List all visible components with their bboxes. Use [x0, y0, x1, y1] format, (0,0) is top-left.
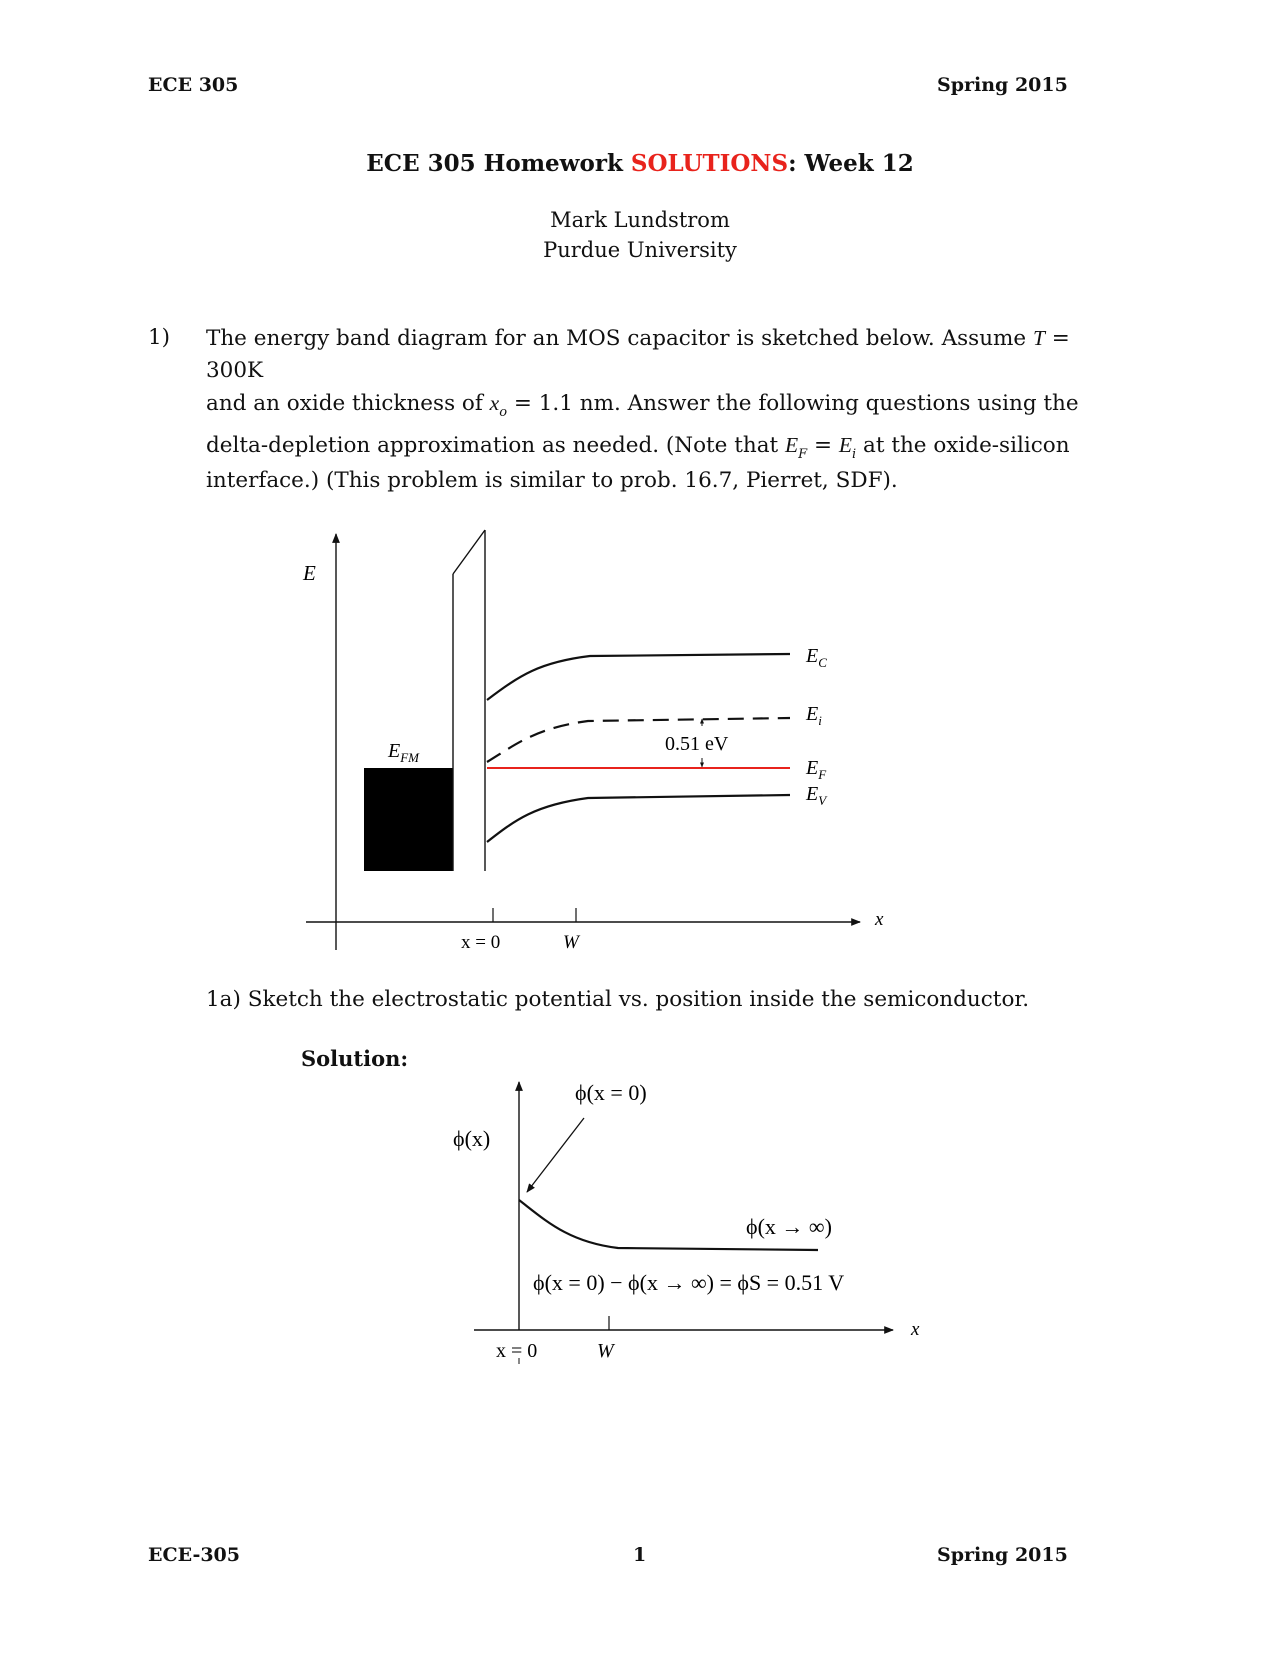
problem-line-2a: and an oxide thickness of: [206, 391, 490, 416]
problem-line-1b: = 300K: [206, 326, 1070, 383]
potential-equation: ϕ(x = 0) − ϕ(x → ∞) = ϕS = 0.51 V: [533, 1270, 845, 1295]
page-number: 1: [633, 1544, 647, 1566]
phi-position-axis-label: x: [911, 1319, 920, 1340]
title-highlight: SOLUTIONS: [630, 150, 789, 177]
author-affiliation: Purdue University: [543, 238, 737, 262]
footer-course: ECE-305: [148, 1544, 240, 1566]
ev-label: $E_V$: [806, 783, 827, 808]
phi-x0-label: x = 0: [496, 1340, 538, 1362]
ei-label: $E_i$: [806, 703, 822, 728]
title-prefix: ECE 305 Homework: [366, 150, 631, 177]
solution-label: Solution:: [301, 1046, 409, 1071]
band-x0-label: x = 0: [461, 932, 501, 953]
header-term: Spring 2015: [937, 74, 1068, 96]
efm-label: $E_{FM}$: [388, 740, 419, 765]
problem-line-2b: = 1.1 nm. Answer the following questions using the: [507, 391, 1079, 416]
temperature-symbol: T: [1032, 326, 1045, 350]
problem-number: 1): [148, 325, 171, 350]
phi-0-label: ϕ(x = 0): [575, 1080, 647, 1105]
intrinsic-symbol: E: [838, 433, 853, 457]
phi-inf-label: ϕ(x → ∞): [746, 1214, 832, 1239]
fermi-subscript: F: [798, 447, 808, 462]
ec-label: $E_C$: [806, 645, 827, 670]
problem-line-3a: delta-depletion approximation as needed. (Note that: [206, 433, 786, 458]
problem-line-3b: at the oxide-silicon: [856, 433, 1070, 458]
part-1a-text: Sketch the electrostatic potential vs. position inside the semiconductor.: [247, 987, 1030, 1012]
problem-line-4: interface.) (This problem is similar to prob. 16.7, Pierret, SDF).: [206, 468, 898, 493]
phi-0-pointer: [527, 1118, 584, 1192]
position-axis-label: x: [875, 909, 884, 930]
author-name: Mark Lundstrom: [550, 208, 730, 232]
ef-label: $E_F$: [806, 757, 827, 782]
footer-term: Spring 2015: [937, 1544, 1068, 1566]
phi-w-label: W: [597, 1340, 614, 1362]
part-1a-label: 1a): [206, 987, 241, 1012]
header-course: ECE 305: [148, 74, 239, 96]
intrinsic-subscript: i: [852, 447, 857, 462]
title-suffix: : Week 12: [788, 150, 914, 177]
oxide-thickness-symbol: x: [489, 391, 500, 415]
phi-x-label: ϕ(x): [453, 1126, 491, 1151]
gap-label: 0.51 eV: [665, 733, 729, 755]
equals-sign: =: [807, 433, 839, 458]
oxide-thickness-subscript: o: [499, 405, 508, 420]
fermi-symbol: E: [785, 433, 799, 457]
energy-axis-label: E: [303, 561, 316, 585]
band-w-label: W: [563, 932, 579, 953]
problem-line-1a: The energy band diagram for an MOS capacitor is sketched below. Assume: [206, 326, 1033, 351]
